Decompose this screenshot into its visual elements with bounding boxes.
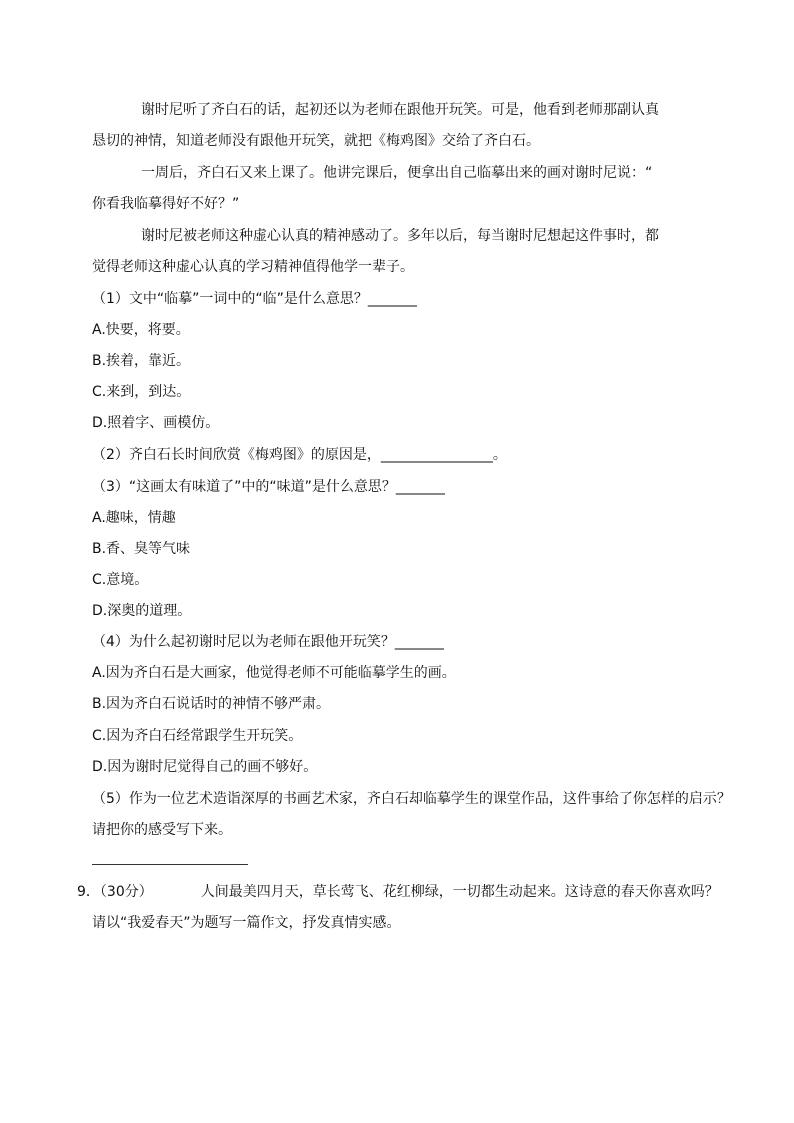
essay-number: 9．（30分） [77, 884, 153, 900]
question-4-option-a: A.因为齐白石是大画家，他觉得老师不可能临摹学生的画。 [92, 665, 456, 681]
question-1-option-d: D.照着字、画模仿。 [92, 415, 220, 431]
question-1-stem: （1）文中“临摹”一词中的“临”是什么意思？_______ [92, 291, 417, 307]
question-5-stem-line-2: 请把你的感受写下来。 [92, 822, 232, 838]
question-1-option-b: B.挨着，靠近。 [92, 353, 191, 369]
essay-prompt-text-1: 人间最美四月天，草长莺飞、花红柳绿，一切都生动起来。这诗意的春天你喜欢吗？ [200, 884, 719, 900]
essay-prompt-line-1 [77, 882, 717, 902]
question-4-option-c: C.因为齐白石经常跟学生开玩笑。 [92, 728, 303, 744]
question-3-option-d: D.深奥的道理。 [92, 603, 192, 619]
question-3-option-c: C.意境。 [92, 572, 149, 588]
question-1-option-a: A.快要，将要。 [92, 322, 190, 338]
passage-paragraph-3-line-2: 觉得老师这种虚心认真的学习精神值得他学一辈子。 [92, 259, 414, 275]
passage-paragraph-2-line-1: 一周后，齐白石又来上课了。他讲完课后，便拿出自己临摹出来的画对谢时尼说：“ [141, 165, 653, 181]
question-3-stem: （3）“这画太有味道了”中的“味道”是什么意思？_______ [92, 479, 445, 495]
question-4-option-b: B.因为齐白石说话时的神情不够严肃。 [92, 696, 331, 712]
question-3-option-a: A.趣味，情趣 [92, 510, 176, 526]
essay-prompt-line-2: 请以“我爱春天”为题写一篇作文，抒发真情实感。 [92, 915, 401, 931]
passage-paragraph-1-line-2: 恳切的神情，知道老师没有跟他开玩笑，就把《梅鸡图》交给了齐白石。 [92, 133, 540, 149]
question-5-stem-line-1: （5）作为一位艺术造诣深厚的书画艺术家，齐白石却临摹学生的课堂作品，这件事给了你怎样的启示？ [92, 791, 731, 807]
question-3-option-b: B.香、臭等气味 [92, 541, 191, 557]
passage-paragraph-3-line-1: 谢时尼被老师这种虚心认真的精神感动了。多年以后，每当谢时尼想起这件事时，都 [141, 228, 659, 244]
question-2-stem: （2）齐白石长时间欣赏《梅鸡图》的原因是，________________。 [92, 447, 507, 463]
passage-paragraph-1-line-1: 谢时尼听了齐白石的话，起初还以为老师在跟他开玩笑。可是，他看到老师那副认真 [141, 102, 659, 118]
question-4-option-d: D.因为谢时尼觉得自己的画不够好。 [92, 759, 318, 775]
passage-paragraph-2-line-2: 你看我临摹得好不好？” [92, 196, 240, 212]
question-4-stem: （4）为什么起初谢时尼以为老师在跟他开玩笑？_______ [92, 634, 444, 650]
question-1-option-c: C.来到，到达。 [92, 384, 191, 400]
question-5-answer-line [92, 864, 248, 865]
